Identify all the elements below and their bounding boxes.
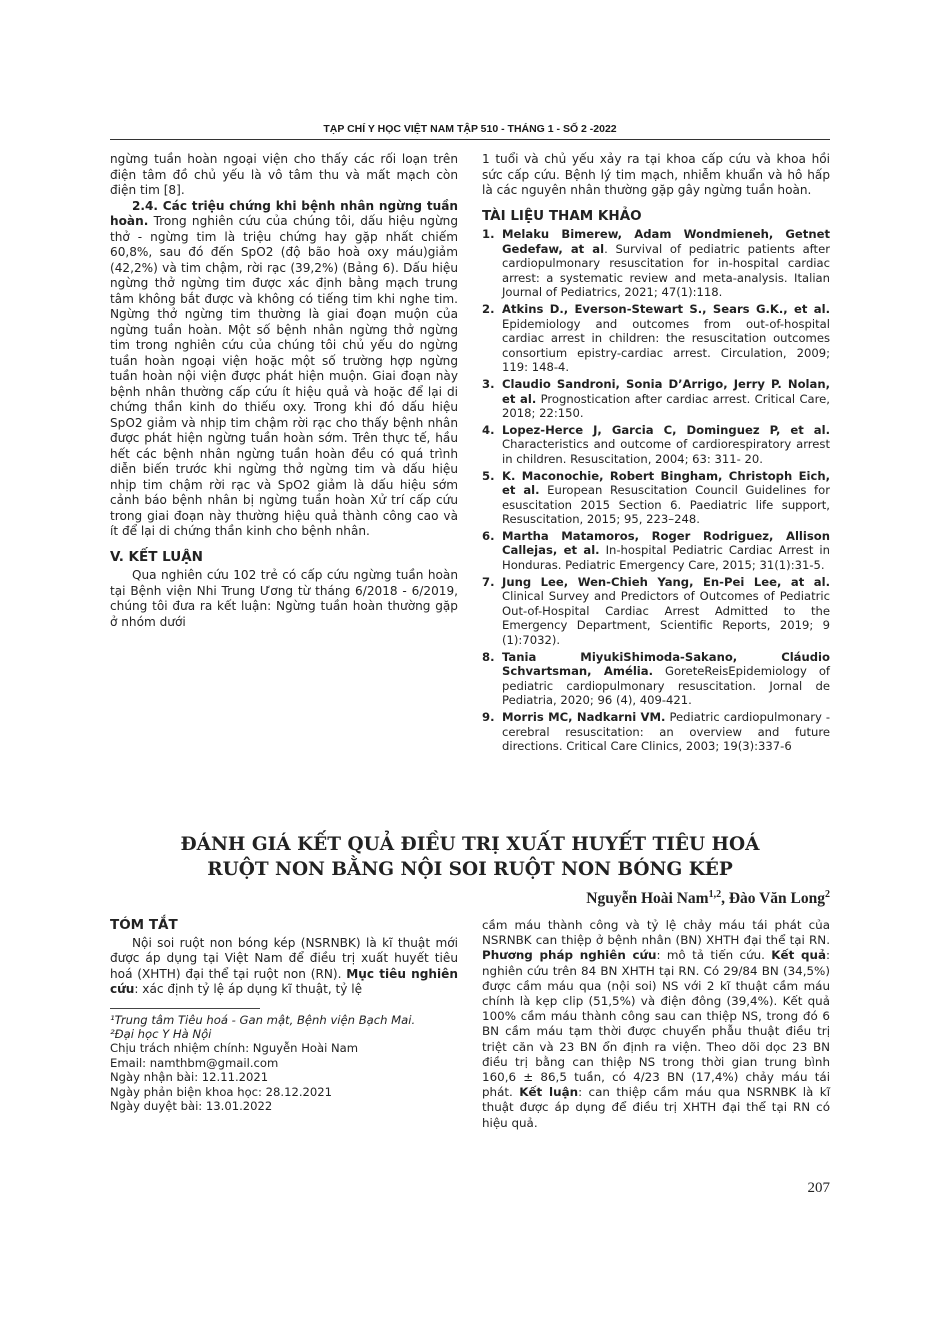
date-accepted: Ngày duyệt bài: 13.01.2022	[110, 1098, 273, 1113]
reference-text: Pediatric cardiopulmonary -cerebral resuscitation: an overview and future directions. Critical Care Clinics, 2003; 19(3):337-6	[502, 710, 830, 754]
reference-item	[482, 423, 830, 467]
reference-item	[482, 302, 830, 375]
abstract-aim-continued: cầm máu thành công và tỷ lệ chảy máu tái phát của NSRNBK can thiệp ở bệnh nhân (BN) XHTH đại thể tại RN.	[482, 918, 830, 948]
article-title-line-2: RUỘT NON BẰNG NỘI SOI RUỘT NON BÓNG KÉP	[207, 859, 733, 880]
abstract-paragraph	[110, 936, 458, 998]
header-rule	[110, 139, 830, 140]
reference-number: 6.	[482, 528, 495, 543]
paragraph-continued-right: 1 tuổi và chủ yếu xảy ra tại khoa cấp cứu và khoa hồi sức cấp cứu. Bệnh lý tim mạch, nhiễm khuẩn và hô hấp là các nguyên nhân thường gặp gây ngừng tuần hoàn.	[482, 152, 830, 197]
author-2-affiliation: 2	[825, 889, 830, 900]
footnote-affiliation-2: ²Đại học Y Hà Nội	[110, 1026, 212, 1041]
reference-authors: Melaku Bimerew, Adam Wondmieneh, Getnet Gedefaw, at al	[502, 227, 830, 256]
right-column	[482, 152, 830, 756]
reference-text: GoreteReisEpidemiology of pediatric cardiopulmonary resuscitation. Jornal de Pediatria, 2020; 96 (4), 409-421.	[502, 664, 830, 708]
reference-number: 5.	[482, 468, 495, 483]
reference-text: Epidemiology and outcomes from out-of-hospital cardiac arrest in children: the resuscitation outcomes consortium epistry-cardiac arrest. Circulation, 2009; 119: 148-4.	[502, 316, 830, 375]
reference-number: 9.	[482, 710, 495, 724]
author-2: Đào Văn Long	[728, 890, 825, 908]
author-separator: ,	[721, 890, 729, 908]
reference-item	[482, 575, 830, 648]
reference-number: 8.	[482, 649, 495, 664]
reference-number: 3.	[482, 376, 495, 391]
reference-authors: Jung Lee, Wen-Chieh Yang, En-Pei Lee, at al.	[502, 574, 830, 589]
paragraph-continued: ngừng tuần hoàn ngoại viện cho thấy các rối loạn trên điện tâm đồ chủ yếu là vô tâm thu và mất mạch còn điện tim [8].	[110, 152, 458, 197]
abstract-right-column	[482, 918, 830, 1131]
section-2-4	[110, 199, 458, 540]
section-2-4-title: 2.4. Các triệu chứng khi bệnh nhân ngừng tuần hoàn.	[110, 198, 458, 228]
aim-text: : xác định tỷ lệ áp dụng kĩ thuật, tỷ lệ	[134, 982, 363, 996]
footnotes	[110, 1013, 458, 1114]
reference-text: Clinical Survey and Predictors of Outcomes of Pediatric Out-of-Hospital Cardiac Arrest Admitted to the Emergency Department, Scientific Reports, 2019; 9 (1):7032).	[502, 589, 830, 648]
reference-number: 7.	[482, 574, 495, 589]
method-label: Phương pháp nghiên cứu	[482, 948, 657, 963]
reference-text: In-hospital Pediatric Cardiac Arrest in Honduras. Pediatric Emergency Care, 2015; 31(1):31-5.	[502, 543, 830, 573]
reference-authors: Lopez-Herce J, Garcia C, Dominguez P, et al.	[502, 422, 830, 437]
reference-authors: Morris MC, Nadkarni VM.	[502, 710, 666, 724]
reference-item	[482, 227, 830, 300]
conclusion-label: Kết luận	[519, 1085, 579, 1100]
reference-text: . Survival of pediatric patients after cardiopulmonary resuscitation for in-hospital cardiac arrest: a systematic review and meta-analysis. Italian Journal of Pediatrics, 2021; 47(1):118.	[502, 241, 830, 300]
left-column	[110, 152, 458, 630]
result-label: Kết quả	[771, 948, 826, 963]
author-1: Nguyễn Hoài Nam	[586, 890, 709, 908]
reference-number: 2.	[482, 301, 495, 316]
aim-label: Mục tiêu nghiên cứu	[110, 966, 458, 996]
date-received: Ngày nhận bài: 12.11.2021	[110, 1070, 269, 1085]
reference-item	[482, 377, 830, 421]
references-list	[482, 227, 830, 754]
reference-number: 1.	[482, 227, 495, 241]
references-heading: TÀI LIỆU THAM KHẢO	[482, 207, 642, 224]
abstract-intro: Nội soi ruột non bóng kép (NSRNBK) là kĩ thuật mới được áp dụng tại Việt Nam để điều trị xuất huyết tiêu hoá (XHTH) đại thể tại ruột non (RN).	[110, 935, 458, 981]
author-1-affiliation: 1,2	[708, 889, 722, 900]
reference-authors: Atkins D., Everson-Stewart S., Sears G.K., et al.	[502, 301, 830, 316]
reference-authors: Tania MiyukiShimoda-Sakano, Cláudio Schvartsman, Amélia.	[502, 649, 830, 679]
abstract-left-column	[110, 918, 458, 1113]
reference-text: European Resuscitation Council Guidelines for esuscitation 2015 Section 6. Paediatric life support, Resuscitation, 2015; 95, 223–248.	[502, 483, 830, 527]
author-line	[586, 889, 830, 908]
reference-authors: K. Maconochie, Robert Bingham, Christoph Eich, et al.	[502, 468, 830, 498]
corresponding-author: Chịu trách nhiệm chính: Nguyễn Hoài Nam	[110, 1041, 359, 1056]
footnote-affiliation-1: ¹Trung tâm Tiêu hoá - Gan mật, Bệnh viện Bạch Mai.	[110, 1012, 416, 1027]
section-2-4-body: Trong nghiên cứu của chúng tôi, dấu hiệu ngừng thở - ngừng tim là triệu chứng hay gặp nhất chiếm 60,8%, sau đó đến SpO2 (độ bão hoà oxy máu)giảm (42,2%) và tim chậm, rời rạc (39,2%) (Bảng 6). Dấu hiệu ngừng thở ngừng tim được xác định bằng mạch trung tâm không bắt được và không có tiếng tim khi nghe tim. Ngừng thở ngừng tim thường là giai đoạn muộn của ngừng tuần hoàn. Một số bệnh nhân ngừng thở ngừng tim trong nghiên cứu của chúng tôi chủ yếu do ngừng tuần hoàn ngoại viện hoặc một số trường hợp ngừng tuần hoàn nội viện được phát hiện muộn. Giai đoạn này bệnh nhân thường cấp cứu ít hiệu quả và hoặc để lại di chứng thần kinh do thiếu oxy. Trong khi đó dấu hiệu SpO2 giảm và nhịp tim chậm rời rạc cho thấy bệnh nhân được phát hiện ngừng tuần hoàn sớm. Trên thực tế, hầu hết các bệnh nhân ngừng tuần hoàn đều có quá trình diễn biến trước khi ngừng thở ngừng tim và dấu hiệu nhịp tim chậm rời rạc và SpO2 giảm là dấu hiệu sớm cảnh báo bệnh nhân bị ngừng tuần hoàn Xử trí cấp cứu trong giai đoạn này thường hiệu quả thành công cao và ít để lại di chứng thần kinh cho bệnh nhân.	[110, 214, 458, 538]
author-email: Email: namthbm@gmail.com	[110, 1055, 279, 1070]
reference-item	[482, 529, 830, 573]
footnote-rule	[110, 1008, 260, 1009]
conclusion-body: Qua nghiên cứu 102 trẻ có cấp cứu ngừng tuần hoàn tại Bệnh viện Nhi Trung Ương từ tháng 6/2018 - 6/2019, chúng tôi đưa ra kết luận: Ngừng tuần hoàn thường gặp ở nhóm dưới	[110, 568, 458, 629]
reference-item	[482, 650, 830, 708]
abstract-continued	[482, 918, 830, 1131]
reference-item	[482, 469, 830, 527]
reference-text: Characteristics and outcome of cardiorespiratory arrest in children. Resuscitation, 2004; 63: 311- 20.	[502, 437, 830, 466]
reference-text: Prognostication after cardiac arrest. Critical Care, 2018; 22:150.	[502, 391, 830, 421]
date-reviewed: Ngày phản biện khoa học: 28.12.2021	[110, 1084, 333, 1099]
reference-authors: Martha Matamoros, Roger Rodriguez, Allison Callejas, et al.	[502, 528, 830, 558]
conclusion-text: : can thiệp cầm máu qua NSRNBK là kĩ thuật được áp dụng để điều trị XHTH đại thể tại RN có hiệu quả.	[482, 1085, 830, 1130]
reference-number: 4.	[482, 422, 495, 437]
conclusion-heading: V. KẾT LUẬN	[110, 548, 203, 565]
method-text: : mô tả tiến cứu.	[656, 948, 772, 963]
article-title	[110, 832, 830, 882]
reference-item	[482, 710, 830, 754]
result-text: : nghiên cứu trên 84 BN XHTH tại RN. Có 29/84 BN (34,5%) được cầm máu qua (nội soi) NS với 2 kĩ thuật cầm máu chính là kẹp clip (51,5%) và điện đông (39,4%). Kết quả 100% cầm máu thành công sau can thiệp NS, trong đó 6 BN cầm máu tạm thời được chuyển phẫu thuật điều trị triệt căn và 23 BN ổn định ra viện. Theo dõi dọc 23 BN điều trị bằng can thiệp NS trong thời gian trung bình 160,6 ± 86,5 tuần, có 4/23 BN (17,4%) chảy máu tái phát.	[482, 948, 830, 1100]
reference-authors: Claudio Sandroni, Sonia D’Arrigo, Jerry P. Nolan, et al.	[502, 376, 830, 406]
running-header: TẠP CHÍ Y HỌC VIỆT NAM TẬP 510 - THÁNG 1 - SỐ 2 -2022	[323, 123, 617, 135]
page-number: 207	[807, 1180, 830, 1196]
abstract-heading: TÓM TẮT	[110, 917, 178, 933]
article-title-line-1: ĐÁNH GIÁ KẾT QUẢ ĐIỀU TRỊ XUẤT HUYẾT TIÊU HOÁ	[180, 834, 760, 855]
